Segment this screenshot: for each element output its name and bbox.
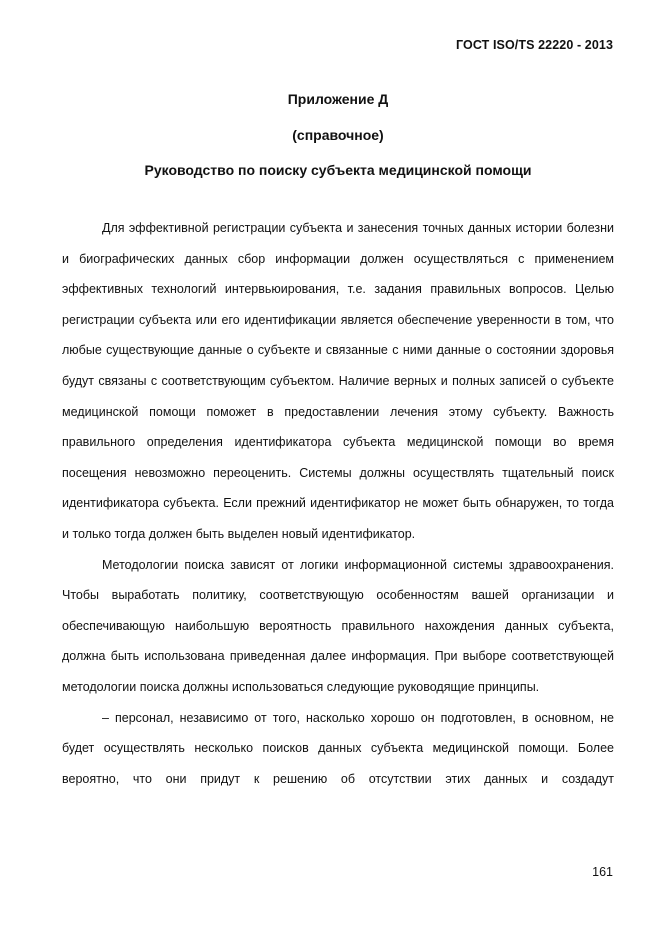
body-text [62, 213, 614, 794]
standard-designation: ГОСТ ISO/TS 22220 - 2013 [456, 38, 613, 52]
appendix-heading: Руководство по поиску субъекта медицинской помощи [144, 162, 532, 178]
appendix-type: (справочное) [292, 127, 384, 143]
paragraph-2: Методологии поиска зависят от логики информационной системы здравоохранения. Чтобы выработать политику, соответствующую особенностям вашей организации и обеспечивающую наибольшую вероятность правильного нахождения данных субъекта, должна быть использована приведенная далее информация. При выборе соответствующей методологии поиска должны использоваться следующие руководящие принципы. [62, 557, 614, 694]
paragraph-3: – персонал, независимо от того, насколько хорошо он подготовлен, в основном, не будет осуществлять несколько поисков данных субъекта медицинской помощи. Более вероятно, что они придут к решению об отсутствии этих данных и создадут [62, 710, 614, 786]
appendix-title: Приложение Д [287, 91, 389, 107]
page-number: 161 [592, 865, 613, 879]
paragraph-1: Для эффективной регистрации субъекта и занесения точных данных истории болезни и биографических данных сбор информации должен осуществляться с применением эффективных технологий интервьюирования, т.е. задания правильных вопросов. Целью регистрации субъекта или его идентификации является обеспечение уверенности в том, что любые существующие данные о субъекте и связанные с ними данные о состоянии здоровья будут связаны с соответствующим субъектом. Наличие верных и полных записей о субъекте медицинской помощи поможет в предоставлении лечения этому субъекту. Важность правильного определения идентификатора субъекта медицинской помощи во время посещения невозможно переоценить. Системы должны осуществлять тщательный поиск идентификатора субъекта. Если прежний идентификатор не может быть обнаружен, то тогда и только тогда должен быть выделен новый идентификатор. [62, 221, 614, 541]
